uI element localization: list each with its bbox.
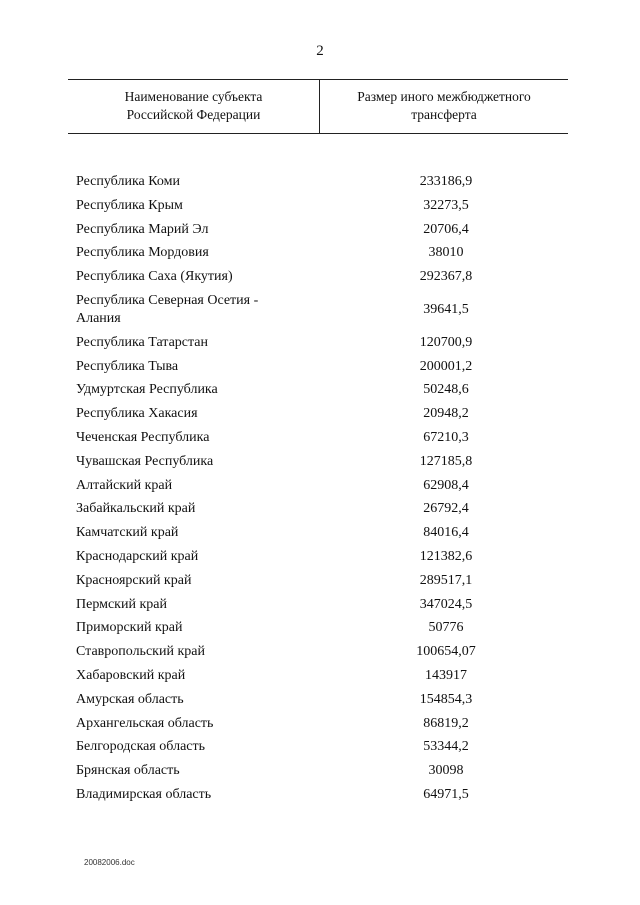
row-transfer-value: 86819,2 (423, 715, 469, 731)
row-subject-name-line: Алтайский край (76, 477, 173, 493)
row-transfer-value: 39641,5 (423, 301, 469, 317)
row-subject-name-line: Удмуртская Республика (76, 382, 218, 398)
table-top-rule (68, 79, 568, 80)
table-row (0, 221, 640, 245)
row-subject-name-line: Алания (76, 310, 121, 326)
column-header-subject-line: Наименование субъекта (124, 89, 263, 104)
table-row (0, 643, 640, 667)
row-subject-name-line: Чувашская Республика (76, 453, 214, 469)
table-row (0, 667, 640, 691)
row-subject-name (76, 643, 326, 661)
row-subject-name-line: Ставропольский край (76, 644, 205, 660)
table-row (0, 596, 640, 620)
table-row (0, 572, 640, 596)
row-subject-name (76, 619, 326, 637)
column-header-transfer-line: трансферта (411, 107, 477, 122)
row-transfer-value: 38010 (428, 245, 464, 261)
table-row (0, 334, 640, 358)
row-subject-name-line: Республика Саха (Якутия) (76, 269, 233, 285)
row-transfer-value: 120700,9 (419, 334, 473, 350)
table-row (0, 691, 640, 715)
row-subject-name (76, 453, 326, 471)
column-header-transfer (320, 88, 568, 124)
row-subject-name-line: Чеченская Республика (76, 429, 210, 445)
row-subject-name-line: Владимирская область (76, 786, 212, 802)
row-subject-name-line: Краснодарский край (76, 548, 199, 564)
row-transfer-value: 30098 (428, 763, 464, 779)
row-transfer-value: 347024,5 (419, 596, 473, 612)
table-row (0, 500, 640, 524)
row-subject-name-line: Амурская область (76, 691, 184, 707)
row-subject-name (76, 762, 326, 780)
row-subject-name (76, 173, 326, 191)
row-transfer-value: 62908,4 (423, 477, 469, 493)
row-subject-name-line: Республика Тыва (76, 358, 179, 374)
row-transfer-value: 53344,2 (423, 739, 469, 755)
row-transfer-value: 200001,2 (419, 358, 473, 374)
row-subject-name (76, 429, 326, 447)
row-transfer-value: 292367,8 (419, 269, 473, 285)
table-row (0, 197, 640, 221)
table-row (0, 268, 640, 292)
row-subject-name-line: Республика Коми (76, 174, 180, 189)
table-row (0, 738, 640, 762)
row-subject-name-line: Республика Хакасия (76, 406, 198, 422)
row-subject-name (76, 197, 326, 215)
document-filename: 20082006.doc (84, 858, 135, 867)
row-subject-name (76, 667, 326, 685)
row-subject-name (76, 268, 326, 286)
row-subject-name (76, 524, 326, 542)
row-transfer-value: 233186,9 (419, 174, 473, 189)
row-transfer-value: 50776 (428, 620, 464, 636)
row-transfer-value: 26792,4 (423, 501, 469, 517)
table-row (0, 453, 640, 477)
table-row (0, 762, 640, 786)
page-number: 2 (316, 43, 324, 59)
table-row (0, 477, 640, 501)
row-transfer-value: 289517,1 (419, 572, 473, 588)
row-transfer-value: 127185,8 (419, 453, 473, 469)
row-subject-name-line: Республика Татарстан (76, 334, 209, 350)
row-subject-name-line: Пермский край (76, 596, 167, 612)
table-row (0, 619, 640, 643)
row-subject-name (76, 381, 326, 399)
row-subject-name-line: Приморский край (76, 620, 183, 636)
table-body (0, 173, 640, 810)
table-row (0, 548, 640, 572)
row-subject-name-line: Республика Марий Эл (76, 221, 209, 237)
row-subject-name-line: Архангельская область (76, 715, 214, 731)
table-row (0, 173, 640, 197)
row-subject-name-line: Республика Мордовия (76, 245, 209, 261)
table-row (0, 358, 640, 382)
table-row (0, 524, 640, 548)
row-subject-name (76, 738, 326, 756)
table-row (0, 381, 640, 405)
row-subject-name (76, 596, 326, 614)
row-subject-name (76, 572, 326, 590)
row-subject-name (76, 500, 326, 518)
row-subject-name (76, 358, 326, 376)
row-subject-name-line: Камчатский край (76, 525, 179, 541)
row-subject-name (76, 244, 326, 262)
row-transfer-value: 67210,3 (423, 429, 469, 445)
row-subject-name (76, 691, 326, 709)
row-subject-name (76, 477, 326, 495)
row-subject-name (76, 334, 326, 352)
table-row (0, 786, 640, 810)
row-transfer-value: 100654,07 (416, 644, 476, 660)
row-subject-name-line: Красноярский край (76, 572, 192, 588)
row-transfer-value: 143917 (425, 667, 467, 683)
row-subject-name-line: Забайкальский край (76, 501, 196, 517)
row-subject-name (76, 221, 326, 239)
row-transfer-value: 50248,6 (423, 382, 469, 398)
table-row (0, 292, 640, 334)
row-subject-name (76, 292, 326, 328)
row-subject-name-line: Хабаровский край (76, 667, 186, 683)
row-subject-name-line: Республика Крым (76, 197, 183, 213)
table-row (0, 715, 640, 739)
row-subject-name-line: Белгородская область (76, 739, 206, 755)
row-subject-name-line: Республика Северная Осетия - (76, 292, 259, 308)
table-row (0, 429, 640, 453)
row-subject-name (76, 405, 326, 423)
row-transfer-value: 121382,6 (419, 548, 473, 564)
row-transfer-value: 20706,4 (423, 221, 469, 237)
row-transfer-value: 64971,5 (423, 786, 469, 802)
row-subject-name-line: Брянская область (76, 763, 180, 779)
column-header-subject (68, 88, 319, 124)
row-transfer-value: 20948,2 (423, 406, 469, 422)
row-transfer-value: 32273,5 (423, 197, 469, 213)
row-subject-name (76, 548, 326, 566)
column-header-subject-line: Российской Федерации (126, 107, 261, 122)
row-subject-name (76, 786, 326, 804)
row-subject-name (76, 715, 326, 733)
row-transfer-value: 84016,4 (423, 525, 469, 541)
row-transfer-value: 154854,3 (419, 691, 473, 707)
table-row (0, 244, 640, 268)
table-row (0, 405, 640, 429)
table-header-bottom-rule (68, 133, 568, 134)
column-header-transfer-line: Размер иного межбюджетного (357, 89, 531, 104)
